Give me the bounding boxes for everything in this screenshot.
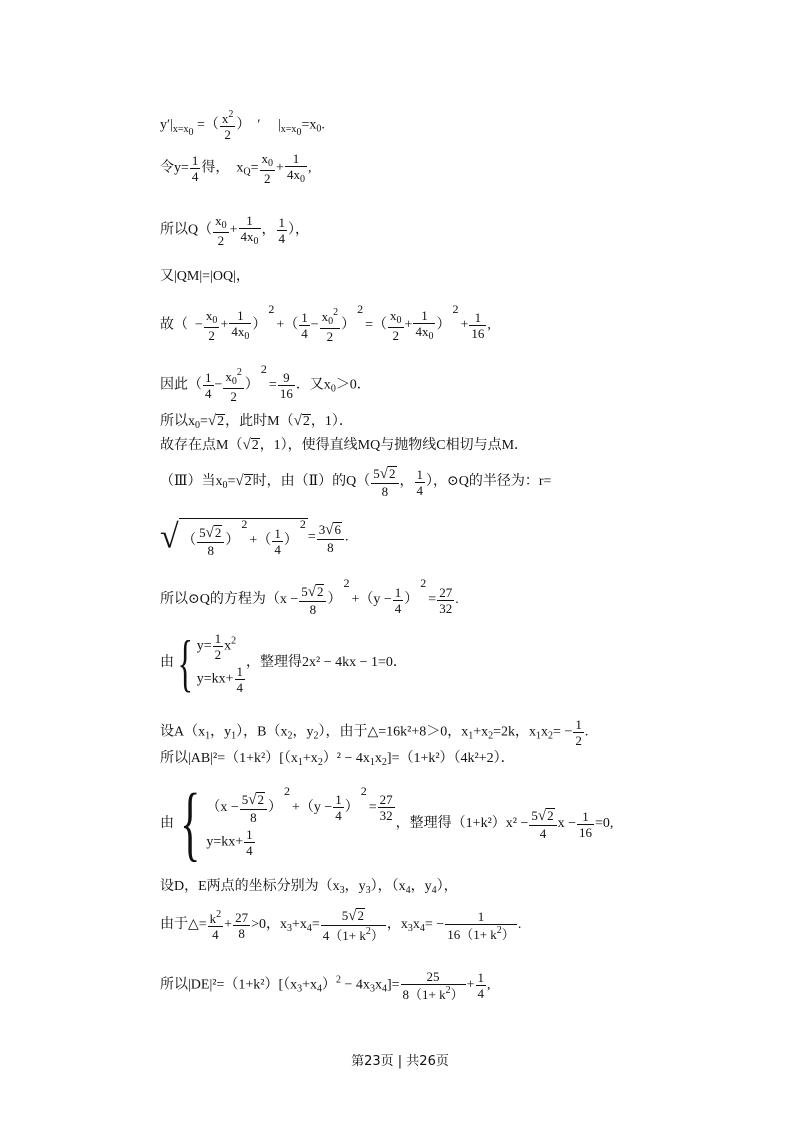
- text-AB-tail: ）² − 4x: [322, 751, 370, 766]
- text-sheD: 设D，E两点的坐标分别为（x: [160, 879, 340, 894]
- set-de-line: 设D，E两点的坐标分别为（$x_3$，$y_3$），（$x_4$，$y_4$），: [160, 879, 458, 896]
- text-zhengli1: ，整理得2x² − 4kx − 1=0．: [246, 655, 407, 670]
- text-gu: 故（: [160, 317, 188, 333]
- text-iii-mid: 时，由（Ⅱ）的Q（: [252, 474, 371, 490]
- text-you-brace: 由: [160, 655, 174, 670]
- text-gt0: ＞0．: [335, 377, 371, 393]
- text-youx0: ．又x: [295, 377, 331, 393]
- text-sheA-mid: ），B（x: [236, 724, 288, 740]
- text-DE: 所以|DE|²=（1+k²）[（x: [160, 977, 298, 993]
- text-you-brace-2: 由: [160, 816, 174, 831]
- radius-line: √ （ $\frac{5√2}{8}$ ）2+（ $\frac{1}{4}$ ）2= $\frac{3√6}{8}$ .: [160, 517, 349, 558]
- set-ab-line: 设$A(x_1$，$y_1$），$B(x_2$，$y_2$），由于△=16k²+8＞0，$x_1+x_2=2k$，$x_1x_2=$ − $\frac{1}{2}$ .: [160, 717, 589, 748]
- text-cishiM: ，此时M（: [225, 414, 294, 429]
- text-you: 又|QM|=|OQ|，: [160, 269, 250, 284]
- system-one: 由{ y= $\frac{1}{2}$ $x^2$ y=kx+ $\frac{1}{4}$ ，整理得2x² − 4kx − 1=0．: [160, 627, 407, 698]
- text-suoyix0: 所以x: [160, 414, 195, 429]
- text-youyu: 由于△=: [160, 917, 207, 933]
- text-one-end: ，1）．: [310, 414, 353, 429]
- derivative-line: $y'|_{x=x0}$ =（ $\frac{x^2}{2}$ ） ′ $|_{x=x0}=x_0$.: [160, 109, 325, 142]
- part-iii-line: （Ⅲ）当$x_0=√2$时，由（Ⅱ）的Q（ $\frac{5√2}{8}$ ， $\frac{1}{4}$ ），⊙Q的半径为：r=: [160, 466, 552, 499]
- de-length-line: 所以$|DE|^2=(1+k^2)[(x_3+x_4)^2 - 4x_3x_4]=$ $\frac{25}{8(1+ k^2)}$ + $\frac{1}{4}$ ,: [160, 969, 491, 1002]
- text-zhengli2: ，整理得（1+k²）x² −: [395, 816, 529, 832]
- page-number-footer: 第23页 | 共26页: [351, 1054, 449, 1069]
- therefore-line: 因此（ $\frac{1}{4}$ − $\frac{x_0^2}{2}$ ）2= $\frac{9}{16}$ ．又$x_0>0$．: [160, 361, 371, 404]
- text-sheA-tail: ），由于△=16k²+8＞0，x: [318, 724, 469, 740]
- text-yinci: 因此（: [160, 377, 202, 393]
- text-guM: 故存在点M（: [160, 438, 243, 453]
- point-q-line: 所以Q（ $\frac{x_0}{2}$ + $\frac{1}{4x_0}$ ， $\frac{1}{4}$ ），: [160, 213, 310, 248]
- text-de: 得，: [201, 160, 230, 176]
- text-fangcheng: 所以⊙Q的方程为（x −: [160, 592, 299, 608]
- discriminant-line: 由于△= $\frac{k^2}{4}$ + $\frac{27}{8}$ >0，$x_3+x_4=$ $\frac{5√2}{4(1+ k^2)}$ ，$x_3x_4=$ − $\frac{1}{16(1+ k^2)}$ .: [160, 908, 522, 943]
- ab-length-line: 所以$|AB|^2=(1+k^2)[(x_1+x_2)^2 - 4x_1x_2]=(1+k^2)(4k^2+2)$．: [160, 751, 515, 768]
- text-AB-end: ]=（1+k²）（4k²+2）．: [386, 751, 515, 766]
- text-iii: （Ⅲ）当x: [160, 474, 223, 490]
- qm-oq-line: [160, 270, 250, 284]
- system-two: 由{ （x − $\frac{5√2}{8}$ ）2+（y − $\frac{1}{4}$ ）2= $\frac{27}{32}$ y=kx+ $\frac{1}{4}$ ，整理得（1+k²）x² − $\frac{5√2}{4}$ x − $\frac{1}{16}$ =0,: [160, 777, 614, 870]
- text-suoyiQ: 所以Q（: [160, 222, 213, 238]
- conclusion-line: 故存在点M（√2，1），使得直线MQ与抛物线C相切与点M．: [160, 437, 529, 453]
- circle-equation-line: 所以⊙Q的方程为（x − $\frac{5√2}{8}$ ）2+（y − $\frac{1}{4}$ ）2= $\frac{27}{32}$ .: [160, 576, 459, 617]
- x0-value-line: 所以$x_0=√2$，此时M（√2，1）．: [160, 413, 353, 431]
- line-01: [0, 0, 1, 1]
- equation-line: 故（ − $\frac{x_0}{2}$ + $\frac{1}{4x_0}$ ）2+（ $\frac{1}{4}$ − $\frac{x_0^2}{2}$ ）2=（ $\frac{x_0}{2}$ + $\frac{1}{4x_0}$ ）2+ $\frac{1}{16}$ ,: [160, 301, 491, 344]
- text-guM-tail: ，1），使得直线MQ与抛物线C相切与点M．: [259, 438, 529, 453]
- text-sheA: 设A（x: [160, 724, 206, 740]
- text-iii-tail: ），⊙Q的半径为：r=: [426, 474, 552, 490]
- text-ling: 令y=: [160, 160, 189, 176]
- text-AB: 所以|AB|²=（1+k²）[（x: [160, 751, 298, 766]
- set-y-line: 令y= $\frac{1}{4}$ 得， $x_Q=$ $\frac{x_0}{2}$ + $\frac{1}{4x_0}$ ,: [160, 151, 312, 186]
